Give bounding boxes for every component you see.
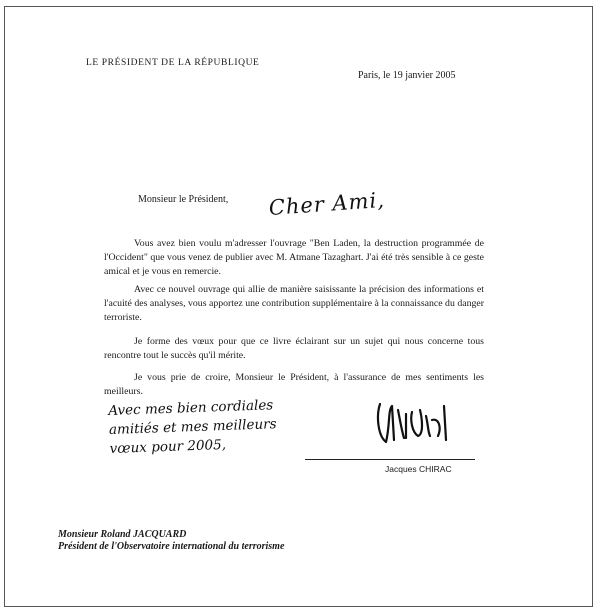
recipient-name: Monsieur Roland JACQUARD — [58, 529, 187, 540]
paragraph-text: Avec ce nouvel ouvrage qui allie de manière saisissante la précision des informations et l'acuité des analyses, vous apportez une contribution supplémentaire à la connaissance du danger terroriste. — [104, 284, 484, 324]
recipient-title: Président de l'Observatoire international du terrorisme — [58, 541, 285, 552]
signature-scribble — [372, 396, 462, 446]
letterhead: LE PRÉSIDENT DE LA RÉPUBLIQUE — [86, 58, 260, 68]
salutation: Monsieur le Président, — [138, 194, 229, 205]
handwritten-closing — [108, 394, 350, 459]
handwritten-signature — [372, 396, 462, 446]
closing-line-1: Avec mes bien cordiales — [108, 397, 274, 419]
paragraph-text: Je forme des vœux pour que ce livre éclairant sur un sujet qui nous concerne tous rencontre tout le succès qu'il mérite. — [104, 336, 484, 362]
signatory-name: Jacques CHIRAC — [385, 464, 452, 474]
closing-line-2: amitiés et mes meilleurs — [108, 416, 277, 438]
body-paragraph-2 — [104, 283, 484, 326]
body-paragraph-1 — [104, 237, 484, 280]
closing-line-3: vœux pour 2005, — [109, 436, 227, 457]
signature-line — [305, 459, 475, 460]
body-paragraph-3 — [104, 335, 484, 363]
letter-date: Paris, le 19 janvier 2005 — [358, 70, 456, 81]
paragraph-text: Vous avez bien voulu m'adresser l'ouvrage "Ben Laden, la destruction programmée de l'Occident" que vous venez de publier avec M. Atmane Tazaghart. J'ai été très sensible à ce geste amical et je vous en remercie. — [104, 238, 484, 278]
paragraph-text: Je vous prie de croire, Monsieur le Président, à l'assurance de mes sentiments les meilleurs. — [104, 372, 484, 398]
handwritten-greeting: Cher Ami, — [268, 187, 386, 220]
